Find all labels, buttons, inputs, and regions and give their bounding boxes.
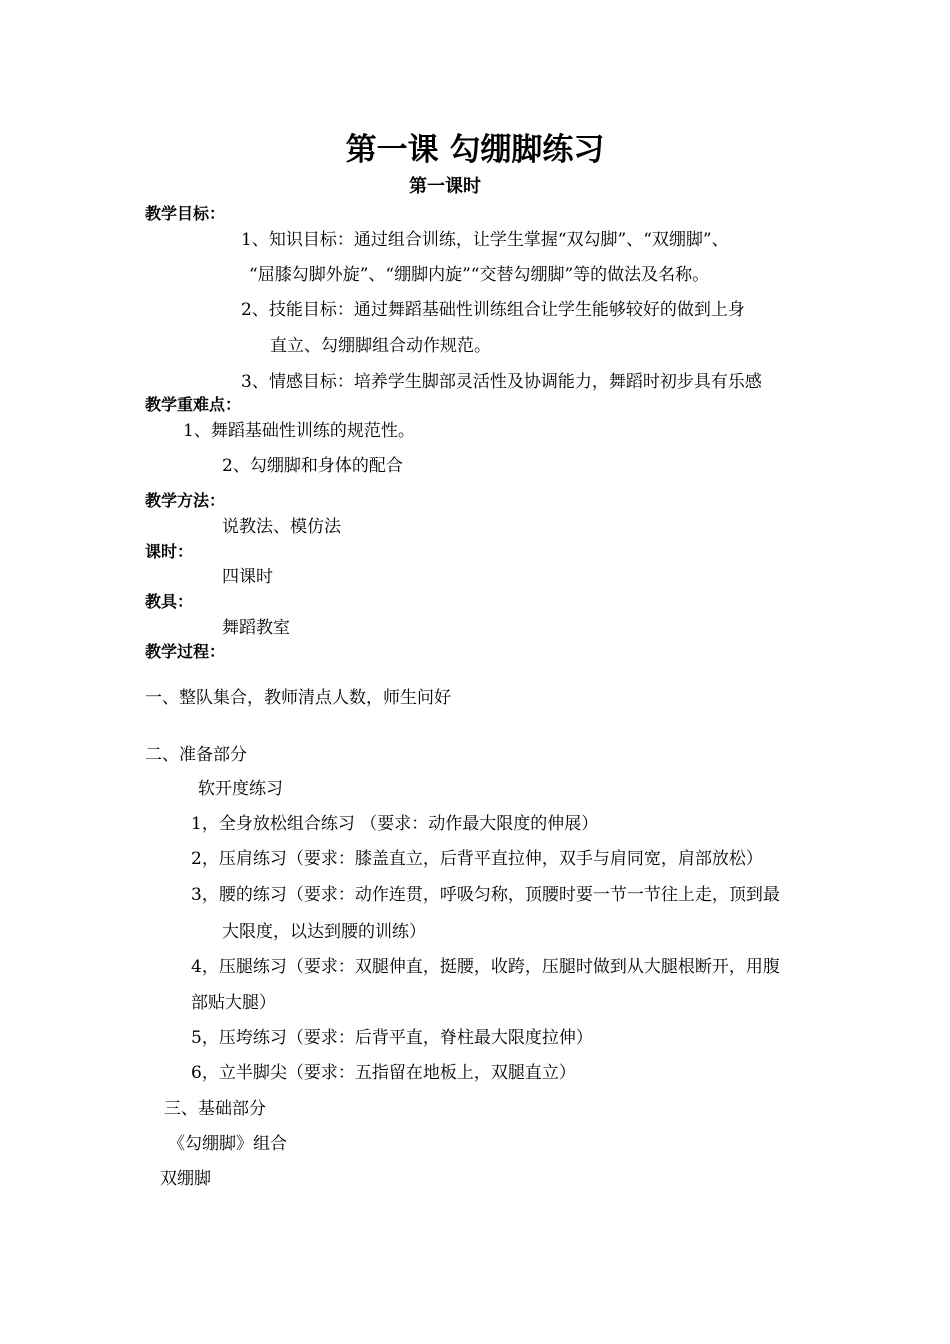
tools-heading: 教具： xyxy=(145,592,194,611)
objectives-heading: 教学目标： xyxy=(145,204,226,223)
objective-3: 3、情感目标：培养学生脚部灵活性及协调能力，舞蹈时初步具有乐感 xyxy=(241,372,762,392)
practice-item-6: 6，立半脚尖（要求：五指留在地板上，双腿直立） xyxy=(191,1063,576,1083)
method-heading: 教学方法： xyxy=(145,491,226,510)
soft-training-label: 软开度练习 xyxy=(198,779,283,799)
lesson-title: 第一课 勾绷脚练习 xyxy=(345,132,605,168)
process-step-1: 一、整队集合，教师清点人数，师生问好 xyxy=(145,688,451,708)
objective-2-line-1: 2、技能目标：通过舞蹈基础性训练组合让学生能够较好的做到上身 xyxy=(241,300,745,320)
practice-item-1: 1，全身放松组合练习 （要求：动作最大限度的伸展） xyxy=(191,814,599,834)
objective-2-line-2: 直立、勾绷脚组合动作规范。 xyxy=(270,336,491,356)
objective-1-line-1: 1、知识目标：通过组合训练，让学生掌握“双勾脚”、“双绷脚”、 xyxy=(241,230,729,250)
tools-value: 舞蹈教室 xyxy=(222,618,290,638)
key-point-2: 2、勾绷脚和身体的配合 xyxy=(222,456,403,476)
practice-item-4-line-1: 4，压腿练习（要求：双腿伸直，挺腰，收跨，压腿时做到从大腿根断开，用腹 xyxy=(191,957,780,977)
practice-item-3-line-1: 3，腰的练习（要求：动作连贯，呼吸匀称，顶腰时要一节一节往上走，顶到最 xyxy=(191,885,780,905)
hours-value: 四课时 xyxy=(222,567,273,587)
practice-item-4-line-2: 部贴大腿） xyxy=(191,993,276,1013)
practice-item-2: 2，压肩练习（要求：膝盖直立，后背平直拉伸，双手与肩同宽，肩部放松） xyxy=(191,849,763,869)
objective-1-line-2: “屈膝勾脚外旋”、“绷脚内旋”“交替勾绷脚”等的做法及名称。 xyxy=(249,265,710,285)
process-step-3: 三、基础部分 xyxy=(164,1099,266,1119)
hours-heading: 课时： xyxy=(145,542,194,561)
lesson-subtitle: 第一课时 xyxy=(409,176,481,197)
method-value: 说教法、模仿法 xyxy=(222,517,341,537)
combo-item: 双绷脚 xyxy=(160,1169,211,1189)
key-point-1: 1、舞蹈基础性训练的规范性。 xyxy=(183,421,415,441)
practice-item-3-line-2: 大限度，以达到腰的训练） xyxy=(222,922,426,942)
process-step-2: 二、准备部分 xyxy=(145,745,247,765)
key-points-heading: 教学重难点： xyxy=(145,395,242,414)
combo-title: 《勾绷脚》组合 xyxy=(168,1134,287,1154)
process-heading: 教学过程： xyxy=(145,642,226,661)
practice-item-5: 5，压垮练习（要求：后背平直，脊柱最大限度拉伸） xyxy=(191,1028,593,1048)
